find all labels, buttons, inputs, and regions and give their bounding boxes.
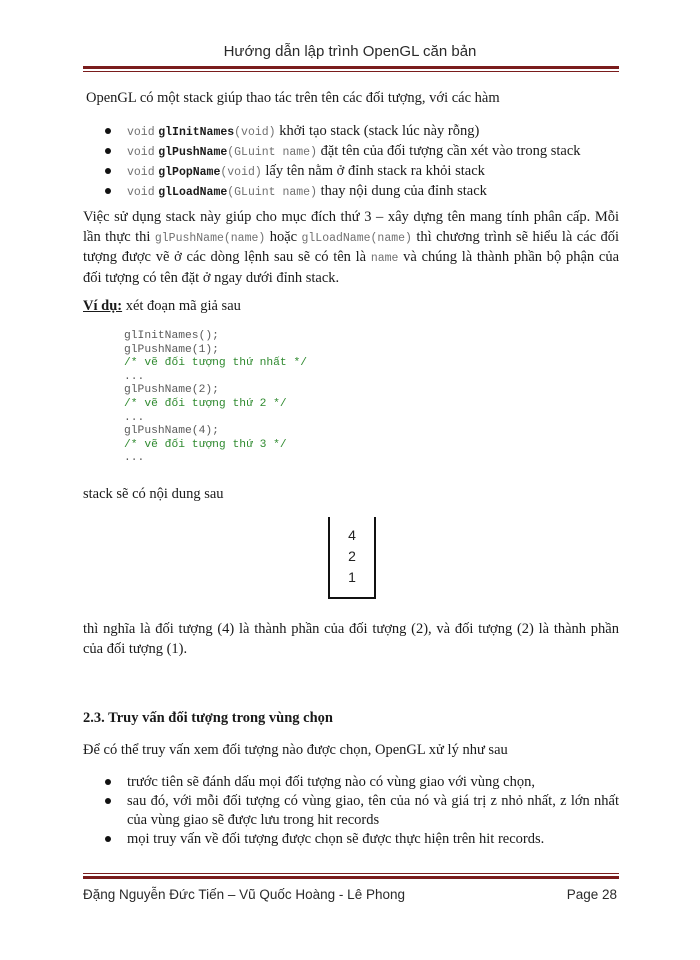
code-line: glInitNames(); [124,330,219,342]
function-item [103,122,623,142]
stack-usage-paragraph [83,208,619,288]
function-args: (void) [220,166,262,179]
function-desc: thay nội dung của đỉnh stack [316,183,487,199]
code-line: glPushName(1); [124,343,219,356]
bullet-icon [105,779,111,785]
function-args: (GLuint name) [227,186,317,199]
function-name: glInitNames [158,126,235,139]
footer-page-number: Page 28 [566,887,617,902]
function-item [103,162,623,182]
function-prefix: void [127,186,155,199]
bullet-icon [105,148,111,154]
stack-item: 1 [348,569,356,585]
example-line [83,297,241,316]
code-comment: /* vẽ đối tượng thứ 2 */ [124,397,287,410]
inline-code: name [370,252,399,265]
function-args: (GLuint name) [227,146,317,159]
section-bullet-text: mọi truy vấn về đối tượng được chọn sẽ được thực hiện trên hit records. [127,831,545,847]
section-bullet-item [103,773,619,792]
section-bullet-text: sau đó, với mỗi đối tượng có vùng giao, tên của nó và giá trị z nhỏ nhất, z lớn nhất của vùng giao sẽ được lưu trong hit records [127,793,619,828]
bullet-icon [105,188,111,194]
function-list [103,122,623,202]
stack-diagram [328,517,376,599]
stack-intro-text: stack sẽ có nội dung sau [83,486,224,502]
section-bullet-list [103,773,619,849]
function-name: glLoadName [158,186,228,199]
function-desc: đặt tên của đối tượng cần xét vào trong stack [316,143,581,159]
stack-conclusion-text: thì nghĩa là đối tượng (4) là thành phần của đối tượng (2), và đối tượng (2) là thành phần của đối tượng (1). [83,621,619,657]
example-label: Ví dụ: [83,298,123,314]
bullet-icon [105,798,111,804]
example-text: xét đoạn mã giả sau [122,298,241,314]
inline-code: glPushName(name) [154,231,266,245]
code-comment: /* vẽ đối tượng thứ 3 */ [124,438,287,451]
inline-code: glLoadName(name) [301,231,412,245]
code-line: glPushName(4); [124,425,219,438]
code-line: ... [124,452,145,465]
stack-item: 2 [348,548,356,564]
function-name: glPushName [158,146,228,159]
code-line: ... [124,411,145,424]
bullet-icon [105,128,111,134]
paragraph-text: và chúng là thành phần bộ phận của đối tượng có tên đặt ở ngay dưới đỉnh stack. [83,249,619,286]
paragraph-text: thì chương trình sẽ hiểu là các đối tượng được vẽ ở các dòng lệnh sau sẽ có tên là [83,228,620,265]
header-rule-thick [83,66,619,69]
page-header-title: Hướng dẫn lập trình OpenGL căn bản [223,43,477,60]
function-prefix: void [127,126,155,139]
function-desc: lấy tên nằm ở đỉnh stack ra khỏi stack [261,163,485,179]
function-item [103,142,623,162]
footer-rule-thick [83,876,619,879]
section-intro-text: Để có thể truy vấn xem đối tượng nào được chọn, OpenGL xử lý như sau [83,742,508,758]
paragraph-text: hoặc [265,228,302,245]
function-prefix: void [127,166,155,179]
function-name: glPopName [158,166,221,179]
bullet-icon [105,836,111,842]
section-bullet-item [103,830,619,849]
intro-text: OpenGL có một stack giúp thao tác trên tên các đối tượng, với các hàm [86,90,500,106]
header-rule-thin [83,71,619,72]
code-line: ... [124,370,145,383]
footer-rule-thin [83,873,619,874]
section-heading: 2.3. Truy vấn đối tượng trong vùng chọn [83,710,333,726]
function-desc: khởi tạo stack (stack lúc này rỗng) [275,123,480,139]
function-prefix: void [127,146,155,159]
code-block [124,330,307,466]
function-item [103,182,623,202]
stack-item: 4 [348,527,356,543]
section-bullet-text: trước tiên sẽ đánh dấu mọi đối tượng nào có vùng giao với vùng chọn, [127,774,535,790]
bullet-icon [105,168,111,174]
code-comment: /* vẽ đối tượng thứ nhất */ [124,357,308,370]
paragraph-text: Việc sử dụng stack này giúp cho mục đích thứ 3 – xây dựng tên mang tính phân cấp. Mỗi lần thực thi [83,209,619,245]
footer-authors: Đặng Nguyễn Đức Tiến – Vũ Quốc Hoàng - Lê Phong [83,887,405,902]
function-args: (void) [234,126,276,139]
code-line: glPushName(2); [124,384,219,397]
section-bullet-item [103,792,619,830]
